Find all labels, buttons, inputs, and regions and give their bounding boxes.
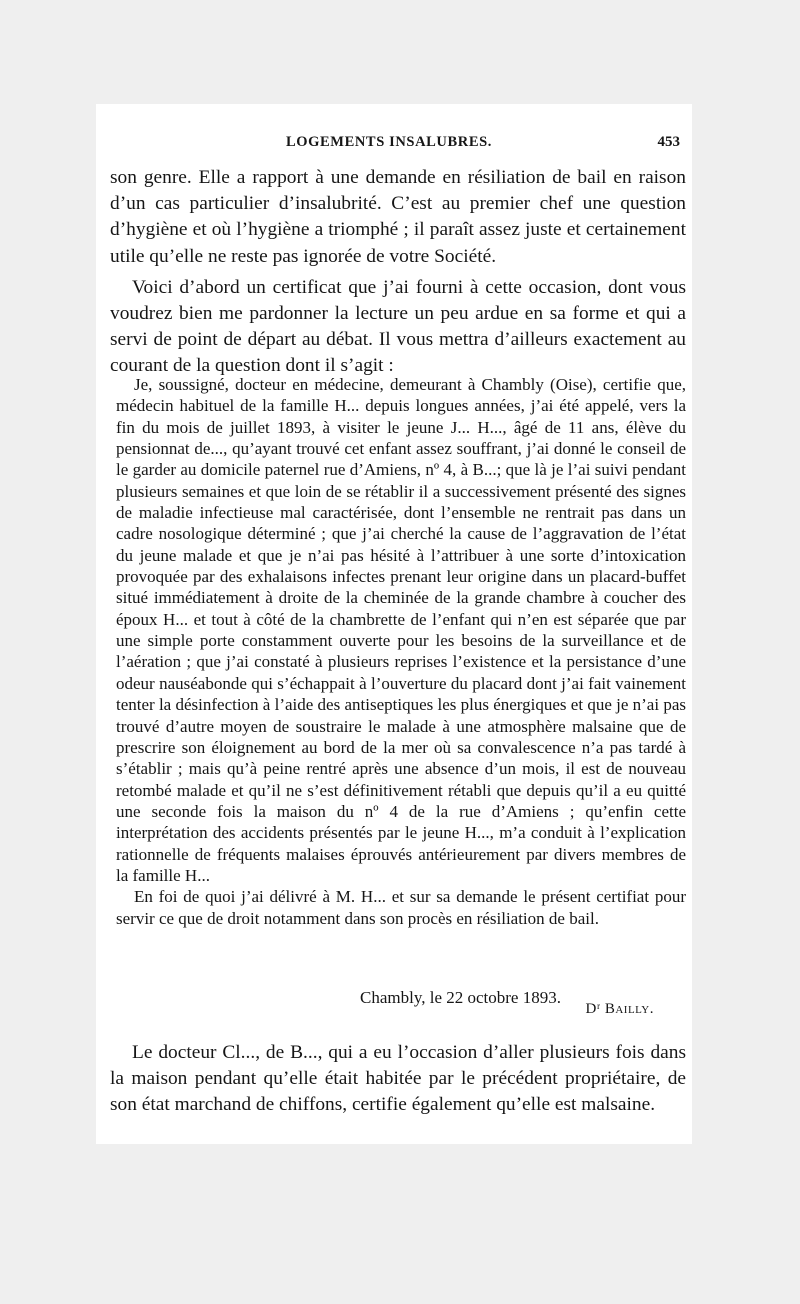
certificate-closing: En foi de quoi j’ai délivré à M. H... et sur sa demande le présent certifiat pour servir ce que de droit notamment dans son procès en résiliation de bail. — [116, 887, 686, 928]
page-header — [96, 134, 692, 158]
paragraph-lead: Voici d’abord un certificat que j’ai fourni à cette occasion, dont vous voudrez bien me pardonner la lecture un peu ardue en sa forme et qui a servi de point de départ au débat. Il vous mettra d’ailleurs exactement au courant de la question dont il s’agit : — [110, 276, 686, 377]
certificate-body: Je, soussigné, docteur en médecine, demeurant à Chambly (Oise), certifie que, médecin habituel de la famille H... depuis longues années, j’ai été appelé, vers la fin du mois de juillet 1893, à visiter le jeune J... H..., âgé de 11 ans, élève du pensionnat de..., qu’ayant trouvé cet enfant assez souffrant, j’ai donné le conseil de le garder au domicile paternel rue d’Amiens, nº 4, à B...; que là je l’ai suivi pendant plusieurs semaines et que loin de se rétablir il a successivement présenté des signes de maladie infectieuse mal caractérisée, dont l’ensemble ne rentrait pas dans un cadre nosologique déterminé ; que j’ai cherché la cause de l’aggravation de l’état du jeune malade et que je n’ai pas hésité à l’attribuer à une sorte d’intoxication provoquée par des exhalaisons infectes prenant leur origine dans un placard-buffet situé immédiatement à droite de la cheminée de la grande chambre à coucher des époux H... et tout à côté de la chambrette de l’enfant qui n’en est séparée que par une simple porte constamment ouverte pour les besoins de la surveillance et de l’aération ; que j’ai constaté à plusieurs reprises l’existence et la persistance d’une odeur nauséabonde qui s’échappait à l’ouverture du placard dont j’ai fait vainement tenter la désinfection à l’aide des antiseptiques les plus énergiques et que je n’ai pas trouvé d’autre moyen de soustraire le malade à une atmosphère malsaine que de prescrire son éloignement au bord de la mer où sa convalescence n’a pas tardé à s’établir ; mais qu’à peine rentré après une absence d’un mois, il est de nouveau retombé malade et qu’il ne s’est définitivement rétabli que depuis qu’il a eu quitté une seconde fois la maison du nº 4 de la rue d’Amiens ; qu’enfin cette interprétation des accidents présentés par le jeune H..., m’a conduit à l’explication rationnelle de fréquents malaises éprouvés antérieurement par divers membres de la famille H... — [116, 375, 686, 885]
main-text — [110, 165, 686, 380]
certificate-place-date: Chambly, le 22 octobre 1893. — [360, 988, 561, 1007]
page-number: 453 — [657, 134, 680, 150]
final-text — [110, 1040, 686, 1119]
certificate-quote — [116, 374, 686, 929]
certificate-signature: Dʳ Bailly. — [585, 1001, 654, 1017]
paragraph-intro: son genre. Elle a rapport à une demande en résiliation de bail en raison d’un cas particulier d’insalubrité. C’est au premier chef une question d’hygiène et où l’hygiène a triomphé ; il paraît assez juste et certainement utile qu’elle ne reste pas ignorée de votre Société. — [110, 167, 686, 267]
running-title — [96, 134, 692, 151]
paragraph-final: Le docteur Cl..., de B..., qui a eu l’occasion d’aller plusieurs fois dans la maison pendant qu’elle était habitée par le précédent propriétaire, de son état marchand de chiffons, certifie également qu’elle est malsaine. — [110, 1042, 686, 1116]
running-title-text: LOGEMENTS INSALUBRES. — [286, 134, 492, 150]
